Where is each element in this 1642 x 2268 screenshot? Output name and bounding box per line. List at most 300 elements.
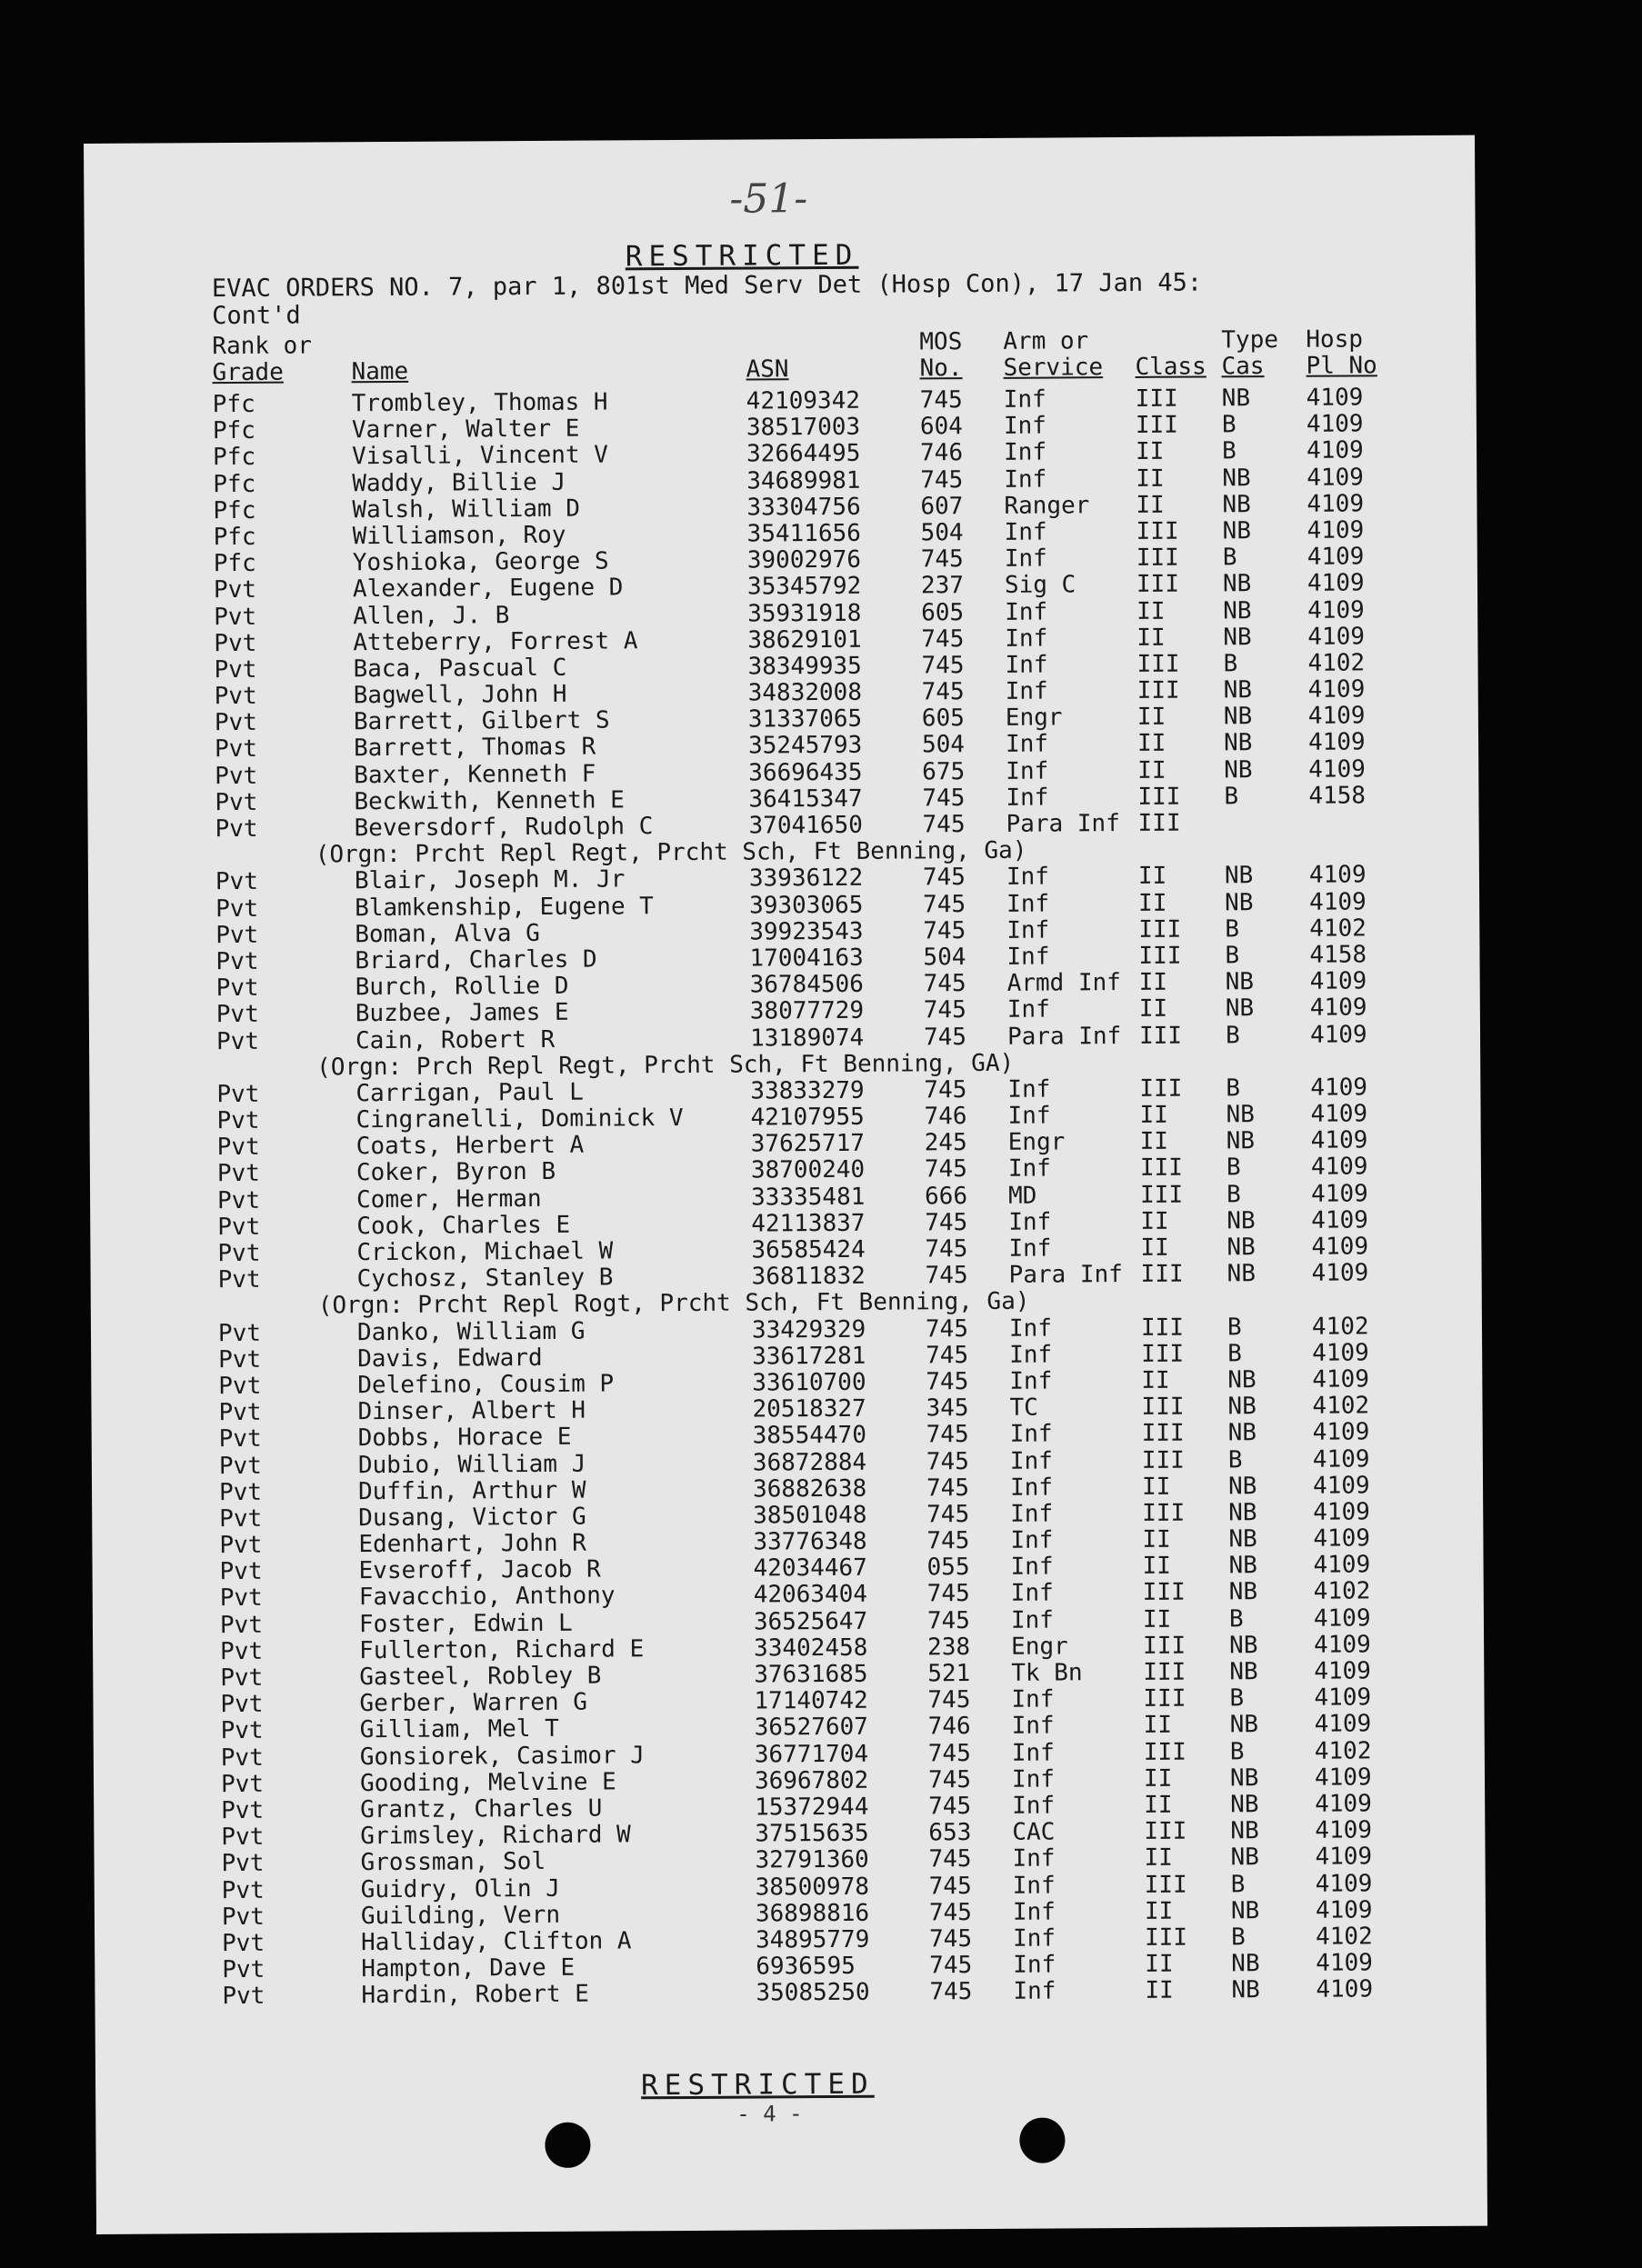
cell-class: III — [1143, 1738, 1186, 1766]
cell-name: Burch, Rollie D — [355, 972, 569, 1002]
cell-hosp: 4109 — [1312, 1472, 1370, 1500]
cell-asn: 33304756 — [746, 493, 861, 522]
cell-arm: CAC — [1012, 1818, 1056, 1846]
cell-name: Grantz, Charles U — [360, 1794, 603, 1824]
cell-asn: 17004163 — [749, 944, 864, 973]
cell-arm: Engr — [1011, 1633, 1068, 1661]
cell-arm: Ranger — [1004, 491, 1090, 520]
cell-name: Beversdorf, Rudolph C — [354, 813, 654, 843]
cell-mos: 605 — [921, 598, 965, 626]
cell-name: Guilding, Vern — [360, 1901, 561, 1930]
cell-name: Comer, Herman — [356, 1184, 542, 1214]
cell-asn: 42034467 — [753, 1554, 867, 1583]
cell-cas: NB — [1229, 1658, 1258, 1686]
cell-class: II — [1145, 1976, 1174, 2005]
cell-cas: B — [1230, 1870, 1246, 1898]
cell-name: Duffin, Arthur W — [357, 1476, 586, 1505]
cell-rank: Pvt — [215, 762, 258, 790]
cell-class: III — [1135, 385, 1178, 413]
cell-rank: Pvt — [214, 655, 257, 684]
cell-name: Barrett, Thomas R — [353, 734, 596, 763]
cell-asn: 37515635 — [755, 1819, 869, 1848]
cell-rank: Pfc — [212, 390, 255, 419]
cell-rank: Pvt — [221, 1823, 265, 1852]
cell-rank: Pvt — [215, 1027, 260, 1055]
cell-asn: 35345792 — [746, 573, 862, 601]
cell-asn: 36898816 — [755, 1899, 870, 1928]
cell-name: Waddy, Billie J — [352, 468, 566, 497]
cell-rank: Pfc — [212, 417, 255, 445]
cell-class: III — [1137, 783, 1181, 811]
cell-cas: NB — [1225, 968, 1255, 996]
header-arm-line1: Arm or — [1003, 327, 1089, 355]
cell-cas: NB — [1223, 676, 1253, 704]
cell-name: Coats, Herbert A — [355, 1131, 585, 1161]
cell-rank: Pvt — [218, 1398, 262, 1427]
header-cas-line1: Type — [1221, 325, 1279, 355]
cell-arm: Inf — [1012, 1898, 1056, 1926]
cell-cas: NB — [1225, 888, 1254, 916]
cell-hosp: 4109 — [1314, 1710, 1372, 1739]
cell-rank: Pvt — [214, 709, 257, 737]
cell-hosp: 4109 — [1311, 1259, 1369, 1287]
cell-asn: 34832008 — [747, 678, 863, 707]
cell-class: III — [1144, 1923, 1188, 1952]
cell-hosp: 4109 — [1307, 728, 1366, 757]
cell-hosp: 4109 — [1311, 1206, 1368, 1234]
cell-mos: 745 — [926, 1527, 970, 1555]
cell-rank: Pvt — [222, 1955, 265, 1984]
cell-hosp: 4109 — [1307, 490, 1365, 518]
cell-rank: Pvt — [217, 1186, 261, 1214]
cell-arm: Inf — [1005, 677, 1048, 705]
cell-name: Carrigan, Paul L — [355, 1078, 584, 1108]
cell-asn: 33610700 — [752, 1368, 866, 1397]
cell-rank: Pvt — [215, 814, 258, 844]
cell-hosp: 4109 — [1307, 516, 1365, 545]
cell-hosp: 4102 — [1314, 1736, 1372, 1765]
cell-name: Grossman, Sol — [360, 1848, 546, 1877]
cell-cas: NB — [1221, 385, 1251, 413]
cell-mos: 745 — [926, 1368, 969, 1396]
cell-asn: 38500978 — [755, 1873, 870, 1902]
cell-hosp: 4109 — [1316, 1949, 1373, 1977]
cell-name: Dinser, Albert H — [357, 1396, 586, 1426]
cell-cas: NB — [1230, 1817, 1259, 1845]
cell-name: Varner, Walter E — [351, 415, 580, 445]
cell-mos: 055 — [926, 1554, 970, 1582]
cell-hosp: 4102 — [1315, 1923, 1373, 1951]
cell-asn: 33402458 — [754, 1634, 868, 1663]
cell-asn: 36525647 — [753, 1607, 868, 1636]
header-rank-line1: Rank or — [212, 332, 313, 361]
cell-asn: 15372944 — [755, 1793, 869, 1822]
cell-asn: 6936595 — [756, 1952, 856, 1981]
cell-rank: Pvt — [217, 1266, 261, 1294]
cell-asn: 38517003 — [746, 413, 861, 442]
cell-arm: Engr — [1005, 704, 1063, 733]
cell-asn: 36872884 — [752, 1448, 867, 1477]
cell-rank: Pvt — [220, 1664, 264, 1693]
cell-class: II — [1144, 1844, 1173, 1873]
cell-cas: NB — [1226, 1101, 1255, 1129]
cell-asn: 42109342 — [746, 386, 861, 415]
cell-asn: 33617281 — [752, 1342, 866, 1371]
cell-rank: Pfc — [213, 549, 256, 578]
cell-class: II — [1136, 624, 1166, 652]
cell-cas: B — [1225, 1021, 1240, 1049]
cell-mos: 746 — [924, 1103, 967, 1131]
cell-mos: 653 — [928, 1819, 972, 1847]
cell-arm: Inf — [1010, 1500, 1054, 1528]
cell-asn: 38501048 — [753, 1501, 867, 1530]
cell-class: II — [1136, 438, 1165, 466]
cell-arm: Inf — [1011, 1765, 1056, 1793]
cell-class: III — [1141, 1419, 1185, 1448]
cell-name: Dubio, William J — [357, 1450, 586, 1479]
cell-class: II — [1145, 1950, 1174, 1978]
cell-arm: Inf — [1010, 1526, 1054, 1554]
cell-mos: 237 — [920, 572, 965, 600]
cell-arm: Inf — [1004, 518, 1047, 546]
cell-mos: 746 — [927, 1713, 971, 1741]
cell-arm: Inf — [1003, 412, 1046, 441]
cell-rank: Pvt — [215, 788, 258, 816]
cell-class: II — [1139, 1101, 1168, 1129]
cell-rank: Pvt — [219, 1558, 263, 1586]
cell-asn: 42063404 — [753, 1581, 868, 1609]
cell-mos: 745 — [927, 1739, 971, 1767]
cell-hosp: 4109 — [1315, 1896, 1373, 1924]
header-hosp-line1: Hosp — [1306, 325, 1364, 354]
cell-asn: 37625717 — [750, 1130, 866, 1158]
cell-name: Gooding, Melvine E — [359, 1768, 616, 1797]
cell-hosp: 4109 — [1310, 1180, 1368, 1208]
cell-cas: NB — [1222, 570, 1252, 598]
cell-class: III — [1142, 1579, 1186, 1607]
cell-rank: Pvt — [216, 1160, 260, 1188]
cell-class: II — [1144, 1791, 1173, 1819]
cell-cas: B — [1221, 411, 1237, 439]
cell-cas: B — [1226, 1074, 1241, 1103]
cell-hosp: 4109 — [1307, 623, 1366, 651]
cell-hosp: 4109 — [1315, 1816, 1373, 1844]
cell-rank: Pvt — [220, 1637, 264, 1665]
cell-mos: 745 — [923, 970, 966, 998]
cell-mos: 745 — [925, 1208, 968, 1237]
cell-cas: NB — [1228, 1578, 1258, 1606]
cell-class: III — [1139, 1074, 1183, 1103]
header-mos-line2: No. — [919, 355, 963, 383]
cell-rank: Pvt — [215, 894, 259, 923]
cell-arm: Inf — [1011, 1712, 1055, 1741]
cell-mos: 604 — [919, 413, 963, 441]
cell-rank: Pvt — [213, 576, 257, 604]
cell-mos: 745 — [922, 811, 966, 839]
cell-asn: 36967802 — [754, 1766, 869, 1795]
cell-arm: Inf — [1007, 1102, 1051, 1130]
cell-asn: 32664495 — [746, 440, 861, 468]
cell-hosp: 4109 — [1308, 755, 1366, 784]
cell-arm: Inf — [1006, 995, 1050, 1024]
cell-name: Gasteel, Robley B — [359, 1662, 602, 1692]
cell-mos: 745 — [929, 1952, 973, 1980]
cell-cas: B — [1230, 1923, 1246, 1952]
cell-class: III — [1139, 1181, 1184, 1209]
cell-class: II — [1141, 1366, 1170, 1394]
cell-asn: 32791360 — [755, 1846, 869, 1874]
cell-name: Hardin, Robert E — [361, 1980, 589, 2010]
cell-class: III — [1144, 1817, 1187, 1846]
cell-hosp: 4109 — [1313, 1604, 1371, 1633]
cell-cas: B — [1222, 544, 1237, 572]
cell-rank: Pvt — [217, 1213, 261, 1241]
cell-mos: 745 — [928, 1924, 973, 1953]
cell-asn: 36415347 — [748, 784, 863, 814]
cell-asn: 42107955 — [750, 1103, 865, 1132]
cell-cas: NB — [1227, 1472, 1257, 1501]
cell-arm: Armd Inf — [1006, 969, 1121, 997]
header-cas-line2: Cas — [1221, 353, 1265, 381]
cell-rank: Pvt — [219, 1584, 263, 1613]
cell-cas: B — [1226, 1313, 1242, 1341]
cell-mos: 745 — [921, 624, 965, 654]
cell-asn: 33776348 — [753, 1527, 867, 1556]
cell-rank: Pvt — [215, 947, 259, 976]
cell-cas: NB — [1230, 1843, 1259, 1872]
cell-mos: 238 — [927, 1633, 971, 1662]
cell-arm: Inf — [1013, 1977, 1056, 2006]
header-arm-line2: Service — [1003, 354, 1104, 382]
cell-name: Cingranelli, Dominick V — [355, 1104, 684, 1134]
cell-cas: NB — [1228, 1552, 1257, 1580]
cell-class: III — [1136, 650, 1180, 678]
cell-class: II — [1141, 1473, 1171, 1501]
cell-rank: Pfc — [213, 496, 256, 525]
cell-arm: Inf — [1008, 1208, 1052, 1236]
cell-class: III — [1143, 1632, 1186, 1660]
cell-class: III — [1140, 1314, 1185, 1342]
cell-mos: 245 — [924, 1129, 967, 1157]
cell-hosp: 4109 — [1307, 543, 1365, 571]
cell-name: Walsh, William D — [352, 495, 581, 524]
cell-cas: B — [1229, 1737, 1245, 1765]
cell-hosp: 4102 — [1312, 1392, 1370, 1420]
cell-hosp: 4109 — [1316, 1975, 1374, 2004]
cell-rank: Pvt — [219, 1611, 264, 1639]
cell-name: Boman, Alva G — [355, 919, 540, 948]
cell-class: III — [1142, 1499, 1186, 1527]
cell-mos: 745 — [922, 864, 966, 892]
cell-mos: 745 — [926, 1580, 970, 1608]
cell-mos: 345 — [926, 1394, 969, 1423]
cell-asn: 20518327 — [752, 1394, 866, 1424]
cell-rank: Pvt — [221, 1876, 265, 1904]
cell-cas: NB — [1226, 1234, 1256, 1262]
cell-cas: NB — [1223, 703, 1253, 731]
cell-asn: 38077729 — [749, 997, 865, 1025]
cell-hosp: 4109 — [1312, 1418, 1370, 1447]
organization-note-text: (Orgn: Prcht Repl Regt, Prcht Sch, Ft Benning, Ga) — [315, 836, 1027, 869]
cell-arm: Inf — [1012, 1844, 1056, 1873]
cell-cas: NB — [1222, 490, 1251, 519]
cell-mos: 745 — [924, 1075, 967, 1104]
cell-arm: Inf — [1004, 465, 1047, 494]
cell-cas: NB — [1231, 1976, 1260, 2004]
cell-cas: NB — [1229, 1763, 1259, 1793]
cell-asn: 37041650 — [748, 811, 863, 840]
cell-cas: B — [1222, 437, 1237, 465]
cell-cas: NB — [1230, 1791, 1259, 1819]
cell-mos: 504 — [921, 731, 966, 759]
cell-cas: B — [1224, 783, 1239, 811]
cell-name: Yoshioka, George S — [352, 547, 609, 577]
cell-name: Beckwith, Kenneth E — [354, 786, 625, 816]
cell-hosp: 4109 — [1309, 967, 1367, 995]
cell-asn: 39923543 — [749, 917, 864, 946]
cell-name: Hampton, Dave E — [361, 1953, 576, 1983]
cell-mos: 605 — [921, 704, 965, 733]
cell-rank: Pvt — [220, 1770, 265, 1798]
cell-mos: 745 — [926, 1447, 969, 1475]
cell-asn: 35411656 — [746, 519, 861, 548]
cell-rank: Pvt — [215, 868, 259, 896]
cell-arm: Inf — [1007, 1154, 1051, 1184]
cell-name: Cook, Charles E — [356, 1211, 571, 1241]
cell-class: II — [1136, 730, 1166, 758]
cell-mos: 746 — [920, 439, 964, 467]
cell-mos: 745 — [922, 784, 966, 813]
continued-label: Cont'd — [212, 301, 301, 331]
cell-name: Edenhart, John R — [358, 1529, 586, 1559]
page-number: - 4 - — [736, 2101, 803, 2127]
cell-asn: 36771704 — [754, 1740, 869, 1769]
cell-name: Evseroff, Jacob R — [358, 1555, 601, 1585]
cell-mos: 745 — [929, 1978, 973, 2006]
cell-arm: Inf — [1013, 1951, 1056, 1979]
header-hosp-line2: Pl No — [1306, 352, 1377, 380]
cell-name: Baxter, Kenneth F — [354, 760, 596, 789]
cell-name: Dobbs, Horace E — [357, 1424, 572, 1453]
cell-hosp: 4109 — [1314, 1657, 1372, 1685]
cell-cas: B — [1226, 1154, 1241, 1182]
organization-note-text: (Orgn: Prch Repl Regt, Prcht Sch, Ft Benning, GA) — [316, 1049, 1015, 1082]
cell-mos: 745 — [928, 1872, 972, 1900]
cell-rank: Pvt — [215, 1001, 259, 1029]
cell-asn: 33833279 — [750, 1076, 865, 1105]
cell-hosp: 4109 — [1307, 569, 1365, 598]
cell-mos: 745 — [920, 545, 964, 574]
cell-arm: Inf — [1004, 438, 1047, 467]
cell-cas: NB — [1227, 1366, 1257, 1394]
header-class: Class — [1135, 353, 1206, 381]
cell-arm: TC — [1009, 1394, 1038, 1422]
cell-rank: Pvt — [214, 603, 257, 631]
cell-rank: Pvt — [221, 1903, 265, 1931]
cell-asn: 39002976 — [746, 545, 862, 574]
cell-hosp: 4109 — [1315, 1869, 1373, 1898]
cell-asn: 33936122 — [748, 864, 864, 893]
cell-cas: NB — [1229, 1711, 1259, 1739]
handwritten-page-number: -51- — [729, 175, 808, 223]
cell-rank: Pvt — [214, 629, 257, 657]
cell-name: Gonsiorek, Casimor J — [359, 1741, 646, 1771]
cell-name: Alexander, Eugene D — [352, 574, 624, 604]
cell-hosp: 4102 — [1307, 649, 1366, 677]
cell-asn: 34689981 — [746, 466, 861, 495]
cell-rank: Pvt — [216, 1106, 260, 1135]
cell-rank: Pvt — [220, 1717, 264, 1745]
cell-arm: Inf — [1011, 1685, 1055, 1713]
cell-rank: Pvt — [216, 1134, 260, 1162]
cell-hosp: 4109 — [1315, 1843, 1373, 1872]
cell-class: II — [1140, 1207, 1169, 1235]
cell-asn: 38554470 — [752, 1422, 867, 1450]
cell-name: Gerber, Warren G — [359, 1688, 588, 1718]
cell-arm: Inf — [1009, 1474, 1054, 1502]
cell-name: Blair, Joseph M. Jr — [354, 865, 626, 895]
cell-mos: 504 — [923, 944, 966, 972]
cell-name: Halliday, Clifton A — [361, 1927, 632, 1957]
cell-class: III — [1141, 1340, 1185, 1368]
cell-hosp: 4109 — [1313, 1551, 1371, 1580]
cell-mos: 745 — [925, 1314, 969, 1343]
cell-cas: NB — [1227, 1393, 1257, 1421]
cell-rank: Pvt — [219, 1531, 263, 1560]
cell-name: Coker, Byron B — [355, 1158, 556, 1187]
cell-name: Cain, Robert R — [355, 1025, 556, 1054]
cell-arm: Inf — [1006, 784, 1049, 812]
cell-class: III — [1140, 1260, 1184, 1289]
cell-hosp: 4109 — [1310, 1126, 1368, 1155]
cell-hosp: 4102 — [1309, 914, 1367, 943]
cell-cas: NB — [1226, 1127, 1256, 1155]
cell-cas: B — [1225, 915, 1240, 944]
cell-name: Visalli, Vincent V — [352, 441, 608, 471]
cell-class: II — [1136, 597, 1166, 625]
header-name: Name — [351, 357, 409, 386]
cell-arm: Sig C — [1004, 571, 1076, 600]
cell-rank: Pvt — [222, 1929, 265, 1957]
cell-rank: Pvt — [222, 1983, 265, 2011]
cell-name: Allen, J. B — [353, 601, 510, 630]
cell-class: III — [1136, 570, 1180, 599]
cell-hosp: 4109 — [1312, 1339, 1369, 1367]
cell-asn: 35245793 — [747, 732, 863, 760]
cell-arm: Inf — [1006, 890, 1050, 918]
cell-asn: 36784506 — [749, 970, 864, 999]
cell-cas: NB — [1222, 517, 1252, 545]
cell-cas: B — [1223, 650, 1238, 678]
cell-hosp: 4158 — [1309, 941, 1367, 969]
cell-name: Trombley, Thomas H — [351, 388, 608, 418]
cell-hosp: 4109 — [1306, 384, 1364, 412]
cell-mos: 745 — [923, 916, 966, 945]
cell-name: Atteberry, Forrest A — [353, 626, 638, 656]
cell-hosp: 4109 — [1314, 1631, 1371, 1659]
cell-hosp: 4102 — [1311, 1312, 1369, 1341]
cell-asn: 33335481 — [751, 1183, 866, 1212]
cell-class: III — [1136, 544, 1179, 573]
cell-name: Favacchio, Anthony — [358, 1582, 616, 1612]
cell-mos: 745 — [921, 651, 965, 680]
cell-mos: 745 — [920, 465, 964, 494]
cell-arm: Inf — [1010, 1579, 1054, 1608]
cell-arm: Tk Bn — [1011, 1659, 1083, 1687]
cell-rank: Pvt — [215, 974, 259, 1003]
cell-rank: Pfc — [213, 523, 256, 552]
cell-cas: NB — [1222, 464, 1251, 492]
